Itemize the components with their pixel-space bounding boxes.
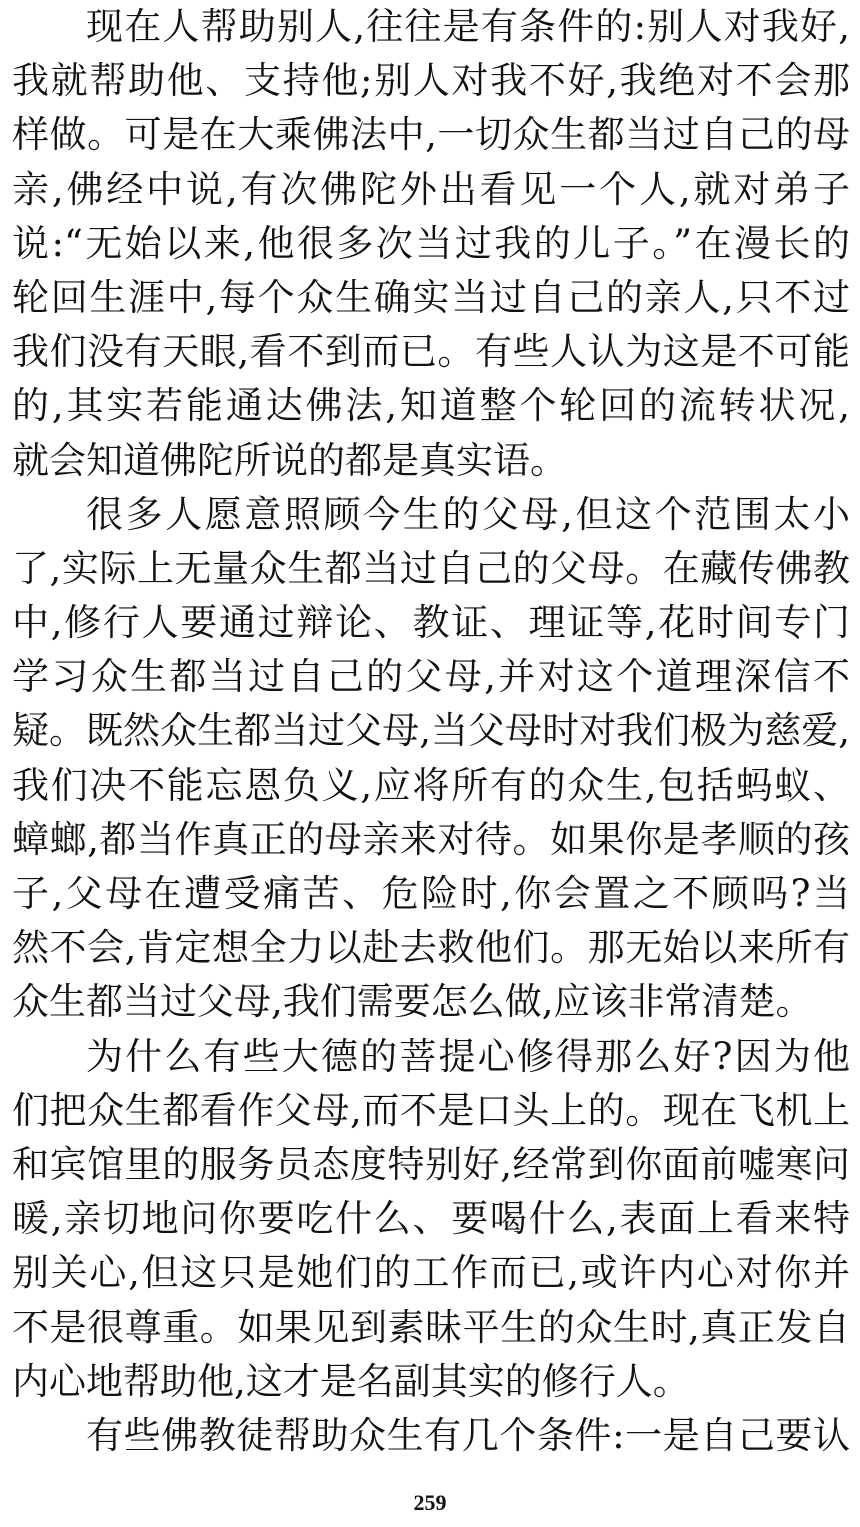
text-line: 和宾馆里的服务员态度特别好,经常到你面前嘘寒问 (12, 1142, 850, 1186)
text-line: 子,父母在遭受痛苦、危险时,你会置之不顾吗?当 (12, 872, 850, 915)
text-line: 疑。既然众生都当过父母,当父母时对我们极为慈爱, (12, 709, 850, 753)
text-line: 暖,亲切地问你要吃什么、要喝什么,表面上看来特 (12, 1197, 850, 1241)
text-line: 现在人帮助别人,往往是有条件的:别人对我好, (86, 5, 850, 48)
text-line: 众生都当过父母,我们需要怎么做,应该非常清楚。 (12, 980, 813, 1024)
text-line: 我就帮助他、支持他;别人对我不好,我绝对不会那 (12, 59, 850, 103)
text-line: 轮回生涯中,每个众生确实当过自己的亲人,只不过 (12, 275, 850, 319)
text-line: 的,其实若能通达佛法,知道整个轮回的流转状况, (12, 384, 850, 428)
text-line: 样做。可是在大乘佛法中,一切众生都当过自己的母 (12, 113, 850, 157)
text-line: 就会知道佛陀所说的都是真实语。 (12, 438, 567, 482)
paragraph-3 (12, 1030, 850, 1409)
text-line: 内心地帮助他,这才是名副其实的修行人。 (12, 1359, 690, 1403)
text-line: 亲,佛经中说,有次佛陀外出看见一个人,就对弟子 (12, 167, 850, 211)
text-line: 们把众生都看作父母,而不是口头上的。现在飞机上 (12, 1088, 850, 1132)
text-line: 我们决不能忘恩负义,应将所有的众生,包括蚂蚁、 (12, 763, 850, 807)
text-line: 很多人愿意照顾今生的父母,但这个范围太小 (86, 492, 850, 536)
text-line: 有些佛教徒帮助众生有几个条件:一是自己要认 (86, 1413, 850, 1457)
text-line: 然不会,肯定想全力以赴去救他们。那无始以来所有 (12, 926, 850, 970)
page-number: 259 (413, 1490, 447, 1515)
text-line: 中,修行人要通过辩论、教证、理证等,花时间专门 (12, 601, 850, 645)
text-line: 学习众生都当过自己的父母,并对这个道理深信不 (12, 655, 850, 699)
text-line: 我们没有天眼,看不到而已。有些人认为这是不可能 (12, 330, 850, 374)
text-line: 为什么有些大德的菩提心修得那么好?因为他 (86, 1034, 850, 1078)
paragraph-4 (12, 1409, 850, 1463)
text-line: 不是很尊重。如果见到素昧平生的众生时,真正发自 (12, 1305, 850, 1349)
paragraph-2 (12, 488, 850, 1030)
text-line: 了,实际上无量众生都当过自己的父母。在藏传佛教 (12, 546, 850, 590)
text-line: 蟑螂,都当作真正的母亲来对待。如果你是孝顺的孩 (12, 817, 850, 861)
paragraph-1 (12, 0, 850, 488)
text-body (12, 0, 850, 1463)
text-line: 说:“无始以来,他很多次当过我的儿子。”在漫长的 (12, 221, 850, 265)
text-line: 别关心,但这只是她们的工作而已,或许内心对你并 (12, 1251, 850, 1295)
